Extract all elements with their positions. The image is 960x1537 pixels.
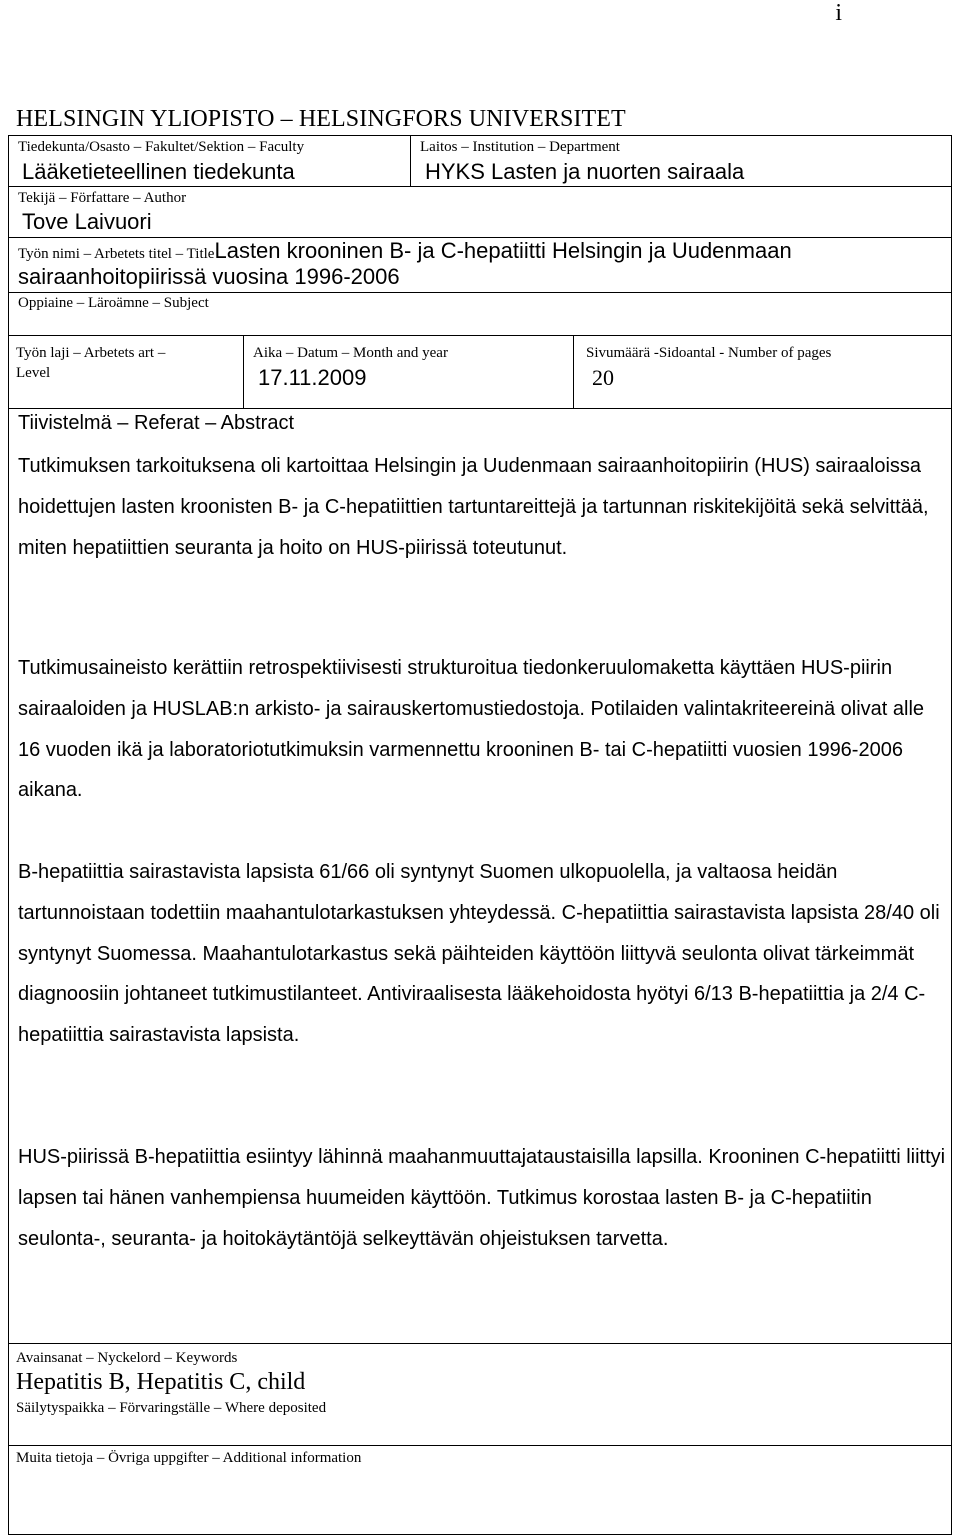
abstract-text-2: Tutkimusaineisto kerättiin retrospektiivisesti strukturoitua tiedonkeruulomaketta käyttäen HUS-piirin sairaaloiden ja HUSLAB:n arkisto- ja sairauskertomustiedostoja. Potilaiden valintakriteereinä olivat alle 16 vuoden ikä ja laboratoriotutkimuksin varmennettu krooninen B- tai C-hepatiitti vuosien 1996-2006 aikana.	[18, 657, 925, 802]
date-label: Aika – Datum – Month and year	[253, 345, 448, 361]
level-label-line2: Level	[16, 365, 51, 381]
divider-subject	[8, 335, 952, 336]
department-value: HYKS Lasten ja nuorten sairaala	[425, 159, 745, 184]
abstract-paragraph-3	[18, 852, 948, 1056]
divider-title	[8, 292, 952, 293]
divider-abstract	[8, 1343, 952, 1344]
divider-faculty	[8, 186, 952, 187]
title-row	[18, 238, 792, 264]
author-label: Tekijä – Författare – Author	[18, 190, 187, 206]
abstract-paragraph-4	[18, 1137, 948, 1259]
abstract-text-4: HUS-piirissä B-hepatiittia esiintyy lähinnä maahanmuuttajataustaisilla lapsilla. Krooninen C-hepatiitti liittyi lapsen tai hänen vanhempiensa huumeiden käyttöön. Tutkimus korostaa lasten B- ja C-hepatiitin seulonta-, seuranta- ja hoitokäytäntöjä selkeyttävän ohjeistuksen tarvetta.	[18, 1146, 946, 1250]
additional-info-label: Muita tietoja – Övriga uppgifter – Additional information	[16, 1450, 362, 1466]
keywords-label: Avainsanat – Nyckelord – Keywords	[16, 1350, 238, 1366]
page-number: i	[835, 0, 842, 26]
deposited-label: Säilytyspaikka – Förvaringställe – Where deposited	[16, 1400, 327, 1416]
abstract-text-3: B-hepatiittia sairastavista lapsista 61/66 oli syntynyt Suomen ulkopuolella, ja valtaosa heidän tartunnoistaan todettiin maahantulotarkastuksen yhteydessä. C-hepatiittia sairastavista lapsista 28/40 oli syntynyt Suomessa. Maahantulotarkastus sekä päihteiden käyttöön liittyvä seulonta olivat tärkeimmät diagnoosiin johtaneet tutkimustilanteet. Antiviraalisesta lääkehoidosta hyötyi 6/13 B-hepatiittia ja 2/4 C-hepatiittia sairastavista lapsista.	[18, 861, 940, 1047]
date-value: 17.11.2009	[258, 365, 367, 390]
abstract-heading: Tiivistelmä – Referat – Abstract	[18, 412, 295, 434]
divider-level-date	[243, 335, 244, 408]
pages-value: 20	[592, 365, 614, 390]
faculty-label: Tiedekunta/Osasto – Fakultet/Sektion – Faculty	[18, 139, 305, 155]
author-value: Tove Laivuori	[22, 209, 152, 234]
title-value-line2: sairaanhoitopiirissä vuosina 1996-2006	[18, 264, 400, 289]
title-value-line1: Lasten krooninen B- ja C-hepatiitti Helsingin ja Uudenmaan	[214, 238, 792, 263]
divider-date-pages	[573, 335, 574, 408]
pages-label: Sivumäärä -Sidoantal - Number of pages	[586, 345, 832, 361]
university-heading: HELSINGIN YLIOPISTO – HELSINGFORS UNIVERSITET	[16, 106, 626, 132]
keywords-value: Hepatitis B, Hepatitis C, child	[16, 1369, 306, 1395]
abstract-text-1: Tutkimuksen tarkoituksena oli kartoittaa Helsingin ja Uudenmaan sairaanhoitopiirin (HUS) sairaaloissa hoidettujen lasten kroonisten B- ja C-hepatiittien tartuntareittejä ja tartunnan riskitekijöitä sekä selvittää, miten hepatiittien seuranta ja hoito on HUS-piirissä toteutunut.	[18, 455, 929, 559]
divider-deposited	[8, 1445, 952, 1446]
abstract-paragraph-2	[18, 648, 948, 811]
divider-faculty-department	[410, 135, 411, 186]
title-label: Työn nimi – Arbetets titel – Title	[18, 246, 215, 262]
divider-meta	[8, 408, 952, 409]
abstract-paragraph-1	[18, 446, 948, 568]
subject-label: Oppiaine – Läroämne – Subject	[18, 295, 209, 311]
department-label: Laitos – Institution – Department	[420, 139, 620, 155]
level-label-line1: Työn laji – Arbetets art –	[16, 345, 166, 361]
faculty-value: Lääketieteellinen tiedekunta	[22, 159, 295, 184]
